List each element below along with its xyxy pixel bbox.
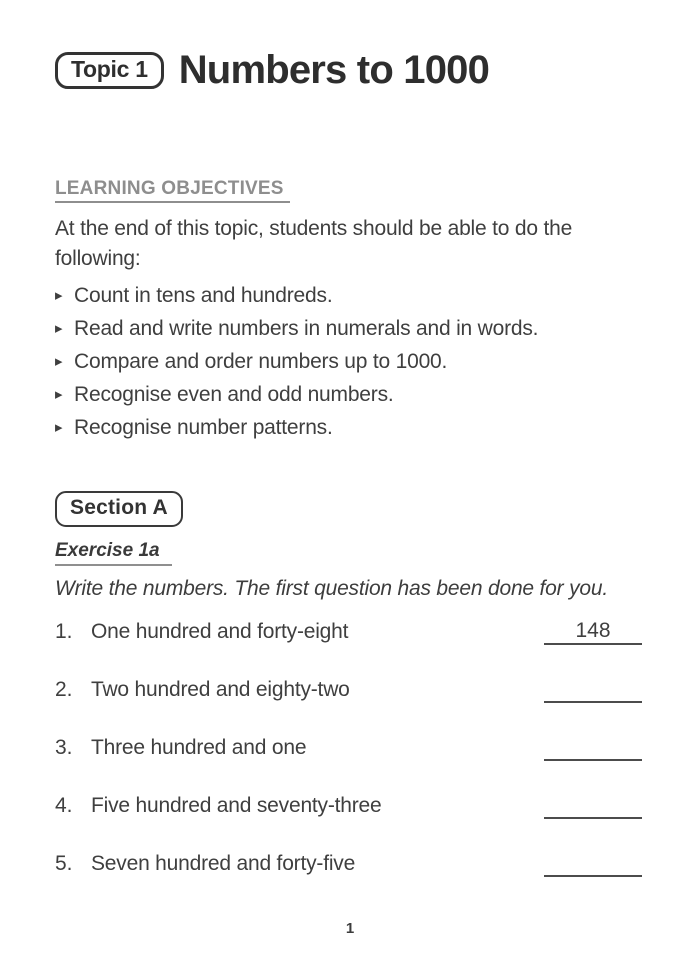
exercise-title [55, 540, 642, 566]
question-number: 5. [55, 852, 73, 875]
question-row [55, 735, 642, 761]
question-text: Seven hundred and forty-five [91, 852, 356, 875]
answer-blank [544, 677, 642, 703]
page-header [55, 48, 642, 92]
objective-text: Compare and order numbers up to 1000. [74, 350, 448, 373]
triangle-bullet-icon: ▸ [55, 353, 63, 370]
question-text: Two hundred and eighty-two [91, 678, 350, 701]
question-row [55, 793, 642, 819]
question-text: Three hundred and one [91, 736, 307, 759]
list-item [55, 380, 642, 413]
objective-text: Recognise even and odd numbers. [74, 383, 394, 406]
objective-text: Count in tens and hundreds. [74, 284, 333, 307]
list-item [55, 413, 642, 446]
triangle-bullet-icon: ▸ [55, 320, 63, 337]
question-row [55, 677, 642, 703]
topic-badge: Topic 1 [55, 52, 164, 89]
triangle-bullet-icon: ▸ [55, 419, 63, 436]
page-number: 1 [345, 920, 355, 937]
question-number: 4. [55, 794, 73, 817]
objectives-intro-line1: At the end of this topic, students should be able to do the [55, 217, 573, 240]
objectives-intro-line2: following: [55, 247, 141, 270]
objective-text: Read and write numbers in numerals and in words. [74, 317, 539, 340]
learning-objectives-heading: LEARNING OBJECTIVES [55, 178, 290, 203]
objective-text: Recognise number patterns. [74, 416, 333, 439]
answer-blank [544, 851, 642, 877]
question-number: 3. [55, 736, 73, 759]
page-title: Numbers to 1000 [178, 48, 490, 92]
list-item [55, 314, 642, 347]
section-badge: Section A [55, 491, 183, 527]
answer-blank [544, 793, 642, 819]
exercise-title-label: Exercise 1a [55, 540, 172, 566]
answer-blank [544, 735, 642, 761]
objectives-intro [55, 214, 642, 274]
question-number: 1. [55, 620, 73, 643]
list-item [55, 281, 642, 314]
question-list [55, 619, 642, 877]
question-text: One hundred and forty-eight [91, 620, 349, 643]
question-row [55, 851, 642, 877]
answer-blank: 148 [544, 619, 642, 645]
exercise-instruction: Write the numbers. The first question has been done for you. [55, 577, 608, 600]
list-item [55, 347, 642, 380]
learning-objectives-section [55, 178, 642, 446]
question-text: Five hundred and seventy-three [91, 794, 382, 817]
triangle-bullet-icon: ▸ [55, 287, 63, 304]
question-row [55, 619, 642, 645]
triangle-bullet-icon: ▸ [55, 386, 63, 403]
section-a [55, 491, 642, 877]
question-number: 2. [55, 678, 73, 701]
objectives-list [55, 281, 642, 446]
